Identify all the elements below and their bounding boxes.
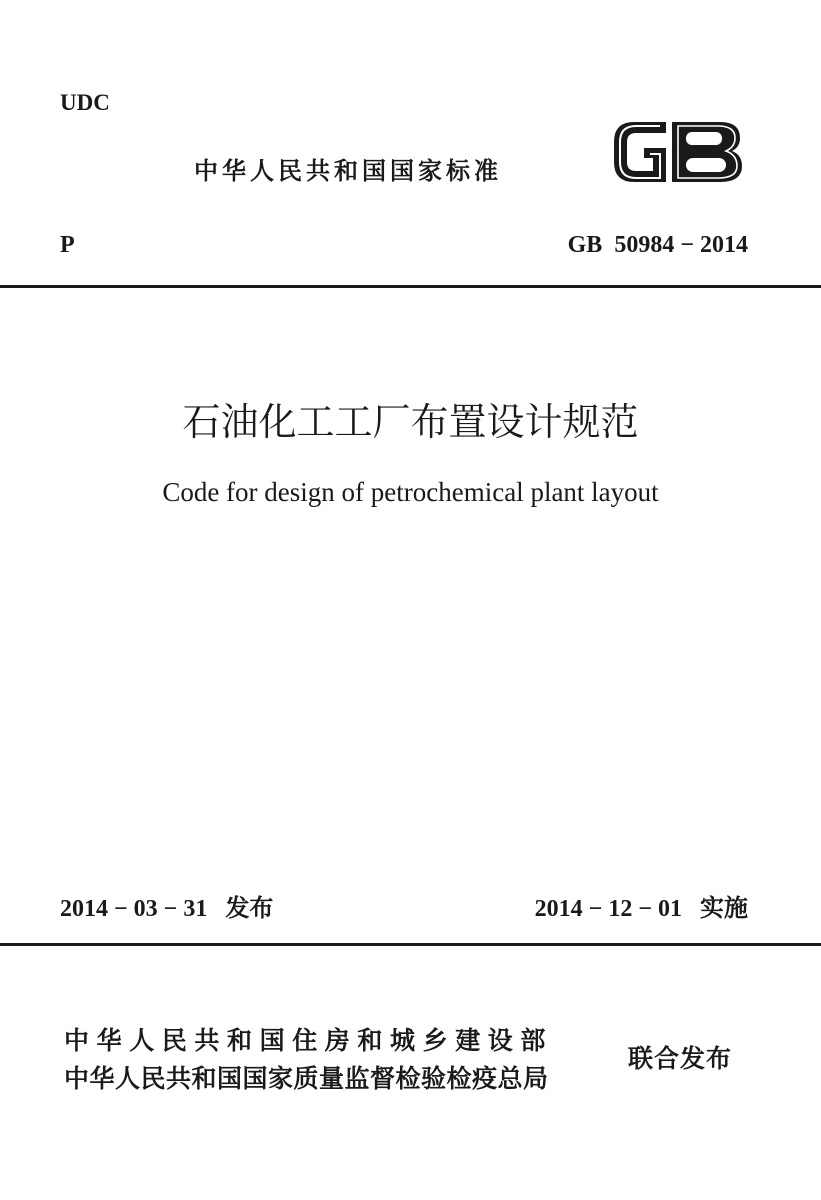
udc-label: UDC [60, 90, 110, 115]
category-code: P [60, 232, 75, 258]
standard-type-heading: 中华人民共和国国家标准 [194, 157, 502, 185]
gb-logo-b-icon [672, 122, 742, 182]
top-divider [0, 285, 821, 288]
issuer-aqsiq: 中华人民共和国国家质量监督检验检疫总局 [64, 1064, 549, 1093]
gb-logo-g-icon [614, 122, 666, 182]
bottom-divider [0, 943, 821, 946]
gb-logo [608, 114, 748, 190]
issue-date: 2014 − 03 − 31 发布 [60, 896, 274, 922]
title-chinese: 石油化工工厂布置设计规范 [182, 400, 639, 444]
title-english: Code for design of petrochemical plant layout [162, 477, 659, 507]
standard-number: GB 50984 − 2014 [567, 232, 748, 258]
joint-issue-label: 联合发布 [628, 1044, 733, 1073]
issuer-mohurd: 中华人民共和国住房和城乡建设部 [64, 1026, 554, 1055]
implementation-date: 2014 − 12 − 01 实施 [534, 896, 748, 922]
issuing-authorities [64, 1022, 553, 1098]
